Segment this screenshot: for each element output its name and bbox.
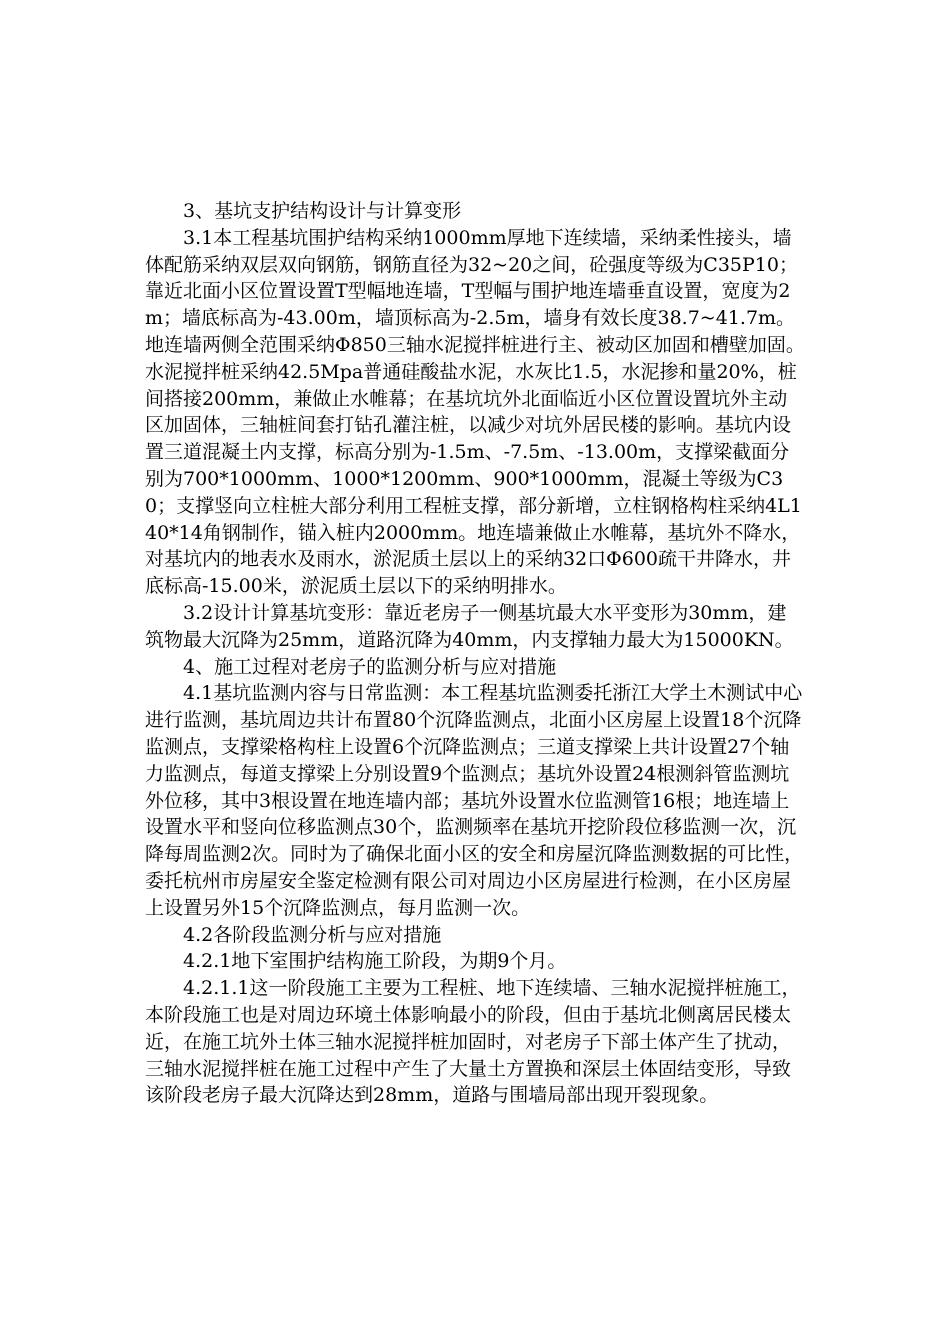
subsection-4-2-1-heading: 4.2.1地下室围护结构施工阶段，为期9个月。 bbox=[183, 950, 567, 973]
paragraph-4-1: 4.1基坑监测内容与日常监测：本工程基坑监测委托浙江大学土木测试中心进行监测，基坑周边共计布置80个沉降监测点，北面小区房屋上设置18个沉降监测点，支撑梁格构柱上设置6个沉降监测点；三道支撑梁上共计设置27个轴力监测点，每道支撑梁上分别设置9个监测点；基坑外设置24根测斜管监测坑外位移，其中3根设置在地连墙内部；基坑外设置水位监测管16根；地连墙上设置水平和竖向位移监测点30个，监测频率在基坑开挖阶段位移监测一次，沉降每周监测2次。同时为了确保北面小区的安全和房屋沉降监测数据的可比性，委托杭州市房屋安全鉴定检测有限公司对周边小区房屋进行检测，在小区房屋上设置另外15个沉降监测点，每月监测一次。 bbox=[145, 682, 804, 919]
paragraph-3-2: 3.2设计计算基坑变形：靠近老房子一侧基坑最大水平变形为30mm，建筑物最大沉降为25mm，道路沉降为40mm，内支撑轴力最大为15000KN。 bbox=[145, 601, 794, 651]
section-4-heading: 4、施工过程对老房子的监测分析与应对措施 bbox=[183, 655, 557, 678]
document-page bbox=[145, 198, 805, 1109]
paragraph-3-1: 3.1本工程基坑围护结构采纳1000mm厚地下连续墙，采纳柔性接头，墙体配筋采纳双层双向钢筋，钢筋直径为32~20之间，砼强度等级为C35P10；靠近北面小区位置设置T型幅地连墙，T型幅与围护地连墙垂直设置，宽度为2m；墙底标高为-43.00m，墙顶标高为-2.5m，墙身有效长度38.7~41.7m。地连墙两侧全范围采纳Φ850三轴水泥搅拌桩进行主、被动区加固和槽壁加固。水泥搅拌桩采纳42.5Mpa普通硅酸盐水泥，水灰比1.5，水泥掺和量20%，桩间搭接200mm，兼做止水帷幕；在基坑坑外北面临近小区位置设置坑外主动区加固体，三轴桩间套打钻孔灌注桩，以减少对坑外居民楼的影响。基坑内设置三道混凝土内支撑，标高分别为-1.5m、-7.5m、-13.00m，支撑梁截面分别为700*1000mm、1000*1200mm、900*1000mm，混凝土等级为C30；支撑竖向立柱桩大部分利用工程桩支撑，部分新增，立柱钢格构柱采纳4L140*14角钢制作，锚入桩内2000mm。地连墙兼做止水帷幕，基坑外不降水，对基坑内的地表水及雨水，淤泥质土层以上的采纳32口Φ600疏干井降水，井底标高-15.00米，淤泥质土层以下的采纳明排水。 bbox=[145, 226, 805, 598]
section-3-heading: 3、基坑支护结构设计与计算变形 bbox=[183, 200, 462, 222]
subsection-4-2-heading: 4.2各阶段监测分析与应对措施 bbox=[183, 923, 442, 946]
paragraph-4-2-1-1: 4.2.1.1这一阶段施工主要为工程桩、地下连续墙、三轴水泥搅拌桩施工，本阶段施工也是对周边环境土体影响最小的阶段，但由于基坑北侧离居民楼太近，在施工坑外土体三轴水泥搅拌桩加固时，对老房子下部土体产生了扰动，三轴水泥搅拌桩在施工过程中产生了大量土方置换和深层土体固结变形，导致该阶段老房子最大沉降达到28mm，道路与围墙局部出现开裂现象。 bbox=[145, 977, 801, 1107]
